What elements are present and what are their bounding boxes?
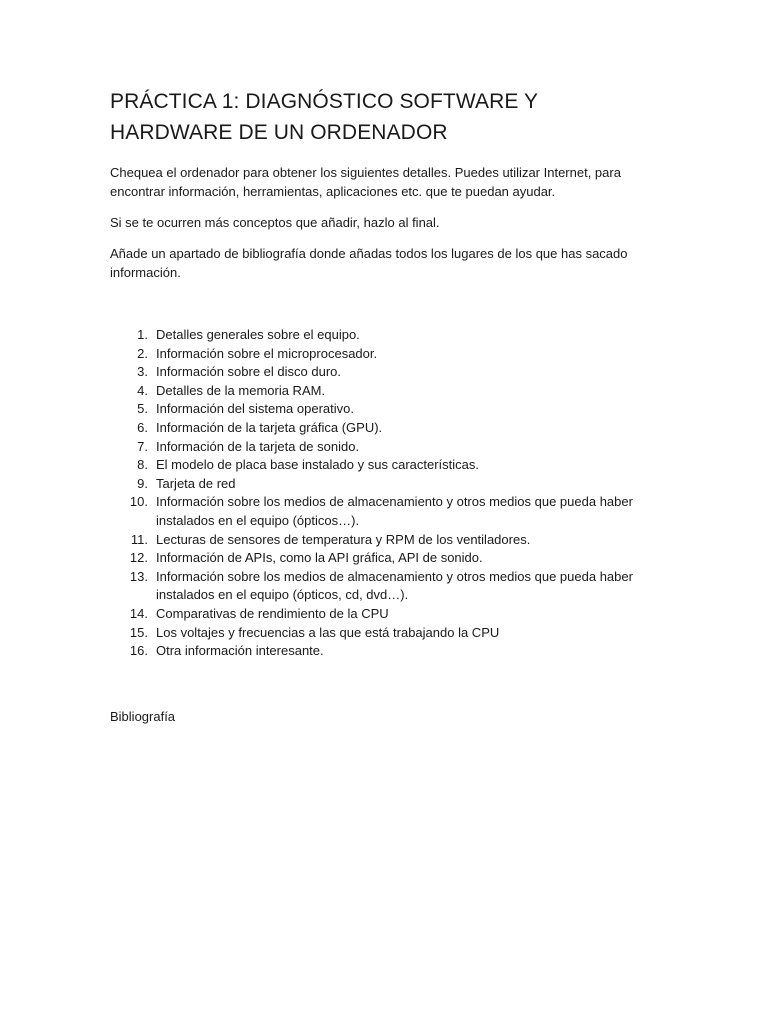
list-item-text: Información de APIs, como la API gráfica, API de sonido.: [156, 550, 483, 566]
document-body: [110, 86, 660, 726]
list-item-number: 13.: [129, 568, 148, 584]
list-item-text: Información del sistema operativo.: [156, 401, 354, 417]
list-item: [110, 531, 660, 550]
list-item-number: 15.: [129, 624, 148, 640]
task-list: [110, 326, 660, 661]
list-item-number: 10.: [129, 494, 148, 510]
list-item: [110, 345, 660, 364]
document-title: PRÁCTICA 1: DIAGNÓSTICO SOFTWARE Y HARDWARE DE UN ORDENADOR: [110, 90, 538, 144]
list-item: [110, 326, 660, 345]
list-item: [110, 400, 660, 419]
bibliography-instruction-paragraph: Añade un apartado de bibliografía donde añadas todos los lugares de los que has sacado información.: [110, 246, 628, 280]
intro-paragraph: Chequea el ordenador para obtener los siguientes detalles. Puedes utilizar Internet, para encontrar información, herramientas, aplicaciones etc. que te puedan ayudar.: [110, 165, 621, 199]
list-item: [110, 382, 660, 401]
list-item-number: 8.: [137, 457, 148, 473]
list-item-text: Detalles generales sobre el equipo.: [156, 327, 360, 342]
list-item-text: Otra información interesante.: [156, 643, 324, 659]
list-item: [110, 642, 660, 661]
list-item-number: 6.: [137, 419, 148, 435]
list-item-text: Lecturas de sensores de temperatura y RPM de los ventiladores.: [156, 531, 531, 547]
list-item: [110, 438, 660, 457]
list-item: [110, 605, 660, 624]
list-item: [110, 493, 660, 530]
list-item-number: 9.: [137, 475, 148, 491]
list-item-number: 14.: [129, 605, 148, 621]
list-item-text: Información de la tarjeta gráfica (GPU).: [156, 419, 383, 435]
list-item: [110, 568, 660, 605]
list-item-text: Información sobre los medios de almacenamiento y otros medios que pueda haber instalados en el equipo (ópticos…).: [156, 494, 633, 528]
list-item-text: Información de la tarjeta de sonido.: [156, 438, 360, 454]
list-item-text: Información sobre el microprocesador.: [156, 345, 378, 361]
bibliography-heading: Bibliografía: [110, 708, 176, 724]
list-item: [110, 456, 660, 475]
list-item-text: Información sobre los medios de almacenamiento y otros medios que pueda haber instalados en el equipo (ópticos, cd, dvd…).: [156, 568, 633, 603]
list-item: [110, 475, 660, 494]
list-item-number: 5.: [137, 401, 148, 417]
list-item-number: 1.: [137, 327, 148, 342]
list-item-text: Comparativas de rendimiento de la CPU: [156, 605, 389, 621]
list-item: [110, 624, 660, 643]
list-item: [110, 363, 660, 382]
list-item-number: 4.: [137, 382, 148, 398]
list-item-text: Tarjeta de red: [156, 475, 236, 491]
list-item-text: El modelo de placa base instalado y sus características.: [156, 457, 480, 473]
list-item-number: 7.: [137, 438, 148, 454]
list-item-text: Detalles de la memoria RAM.: [156, 382, 326, 398]
list-item-text: Los voltajes y frecuencias a las que está trabajando la CPU: [156, 624, 500, 640]
list-item-number: 12.: [129, 550, 148, 566]
list-item: [110, 419, 660, 438]
list-item-text: Información sobre el disco duro.: [156, 364, 341, 380]
list-item-number: 11.: [130, 531, 148, 547]
extra-concepts-paragraph: Si se te ocurren más conceptos que añadir, hazlo al final.: [110, 215, 440, 230]
list-item: [110, 549, 660, 568]
list-item-number: 2.: [137, 345, 148, 361]
list-item-number: 16.: [129, 643, 148, 659]
list-item-number: 3.: [137, 364, 148, 380]
